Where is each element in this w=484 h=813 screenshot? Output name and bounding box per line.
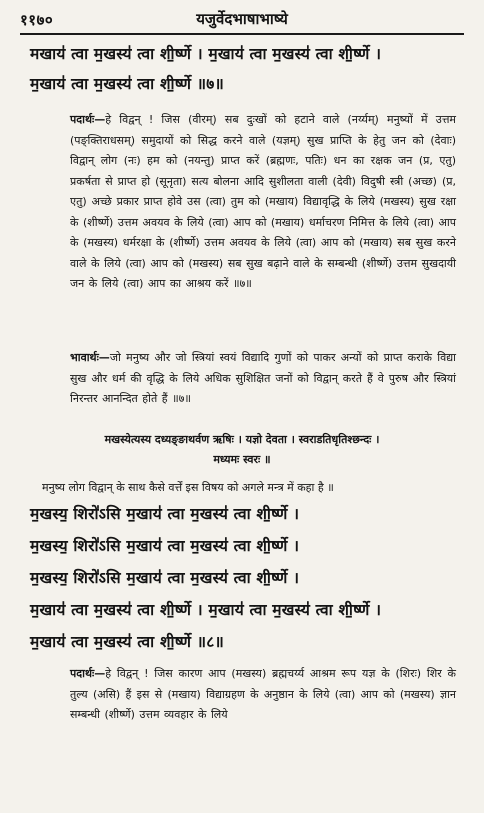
mantra-7-line-1: मखाय॑ त्वा म॒खस्य॑ त्वा शी॒र्ष्णे । म॒खाय॑ त्वा म॒खस्य॑ त्वा शी॒र्ष्णे । — [30, 45, 382, 63]
page-number: ११७० — [20, 11, 54, 29]
bhavartha-7-text: जो मनुष्य और जो स्त्रियां स्वयं विद्यादि गुणों को पाकर अन्यों को प्राप्त कराके विद्या सुख और धर्म की वृद्धि के लिये अधिक सुशिक्षित जनों को विद्वान् करते हैं वे पुरुष और स्त्रियां निरन्तर आनन्दित होते हैं ॥७॥ — [70, 351, 456, 405]
mantra-8-line-1: म॒खस्य॒ शिरो॑ऽसि म॒खाय॑ त्वा म॒खस्य॑ त्वा शी॒र्ष्णे । — [30, 505, 300, 523]
bhavartha-7-label: भावार्थः— — [70, 351, 110, 364]
page-header — [20, 8, 464, 32]
header-rule — [20, 33, 464, 35]
mantra-8-line-3: म॒खस्य॒ शिरो॑ऽसि म॒खाय॑ त्वा म॒खस्य॑ त्वा शी॒र्ष्णे । — [30, 569, 300, 587]
padartha-8 — [30, 664, 456, 726]
mantra-8-line-4: म॒खाय॑ त्वा म॒खस्य॑ त्वा शी॒र्ष्णे । म॒खाय॑ त्वा म॒खस्य॑ त्वा शी॒र्ष्णे । — [30, 601, 382, 619]
padartha-8-label: पदार्थः— — [70, 667, 106, 680]
bhavartha-7 — [30, 348, 456, 410]
padartha-7-text: हे विद्वन् ! जिस (वीरम्) सब दुःखों को हटाने वाले (नर्य्यम्) मनुष्यों में उत्तम (पङ्क्तिराधसम्) समुदायों को सिद्ध करने वाले (यज्ञम्) सुख प्राप्ति के हेतु जन को (देवाः) विद्वान् लोग (नः) हम को (नयन्तु) प्राप्त करें (ब्रह्मणः, पतिः) धन का रक्षक जन (प्र, एतु) प्रकर्षता से प्राप्त हो (सूनृता) सत्य बोलना आदि सुशीलता वाली (देवी) विदुषी स्त्री (अच्छ) (प्र, एतु) अच्छे प्रकार प्राप्त होवे उस (त्वा) तुम को (मखाय) विद्यावृद्धि के लिये (मखस्य) सुख रक्षा के (शीर्ष्णे) उत्तम अवयव के लिये (त्वा) आप को (मखाय) धर्माचरण निमित्त के लिये (त्वा) आप के (मखस्य) धर्मरक्षा के (शीर्ष्णे) उत्तम अवयव के लिये (त्वा) आप को (मखाय) सब सुख करने वाले के लिये (त्वा) आप को (मखस्य) सब सुख बढ़ाने वाले के सम्बन्धी (शीर्ष्णे) उत्तम सुखदायी जन के लिये (त्वा) आप का आश्रय करें ॥७॥ — [70, 113, 456, 290]
mantra-8-line-2: म॒खस्य॒ शिरो॑ऽसि म॒खाय॑ त्वा म॒खस्य॑ त्वा शी॒र्ष्णे । — [30, 537, 300, 555]
mantra-8-line-5: म॒खाय॑ त्वा म॒खस्य॑ त्वा शी॒र्ष्णे ॥८॥ — [30, 633, 224, 651]
padartha-8-text: हे विद्वन् ! जिस कारण आप (मखस्य) ब्रह्मचर्य्य आश्रम रूप यज्ञ के (शिरः) शिर के तुल्य (असि) हैं इस से (मखाय) विद्याग्रहण के अनुष्ठान के लिये (त्वा) आप को (मखस्य) ज्ञान सम्बन्धी (शीर्ष्णे) उत्तम व्यवहार के लिये — [70, 667, 456, 721]
svara-line: मध्यमः स्वरः ॥ — [213, 453, 271, 466]
rishi-devata-line: मखस्येत्यस्य दध्यङ्ङाथर्वण ऋषिः । यज्ञो देवता । स्वराडतिधृतिश्छन्दः । — [104, 433, 380, 446]
running-title: यजुर्वेदभाषाभाष्ये — [196, 10, 288, 28]
mantra-7-line-2: म॒खाय॑ त्वा म॒खस्य॑ त्वा शी॒र्ष्णे ॥७॥ — [30, 75, 224, 93]
mantra-intro: मनुष्य लोग विद्वान् के साथ कैसे वर्त्तें इस विषय को अगले मन्त्र में कहा है ॥ — [42, 481, 334, 494]
padartha-7-label: पदार्थः— — [70, 113, 106, 126]
padartha-7 — [30, 110, 456, 295]
